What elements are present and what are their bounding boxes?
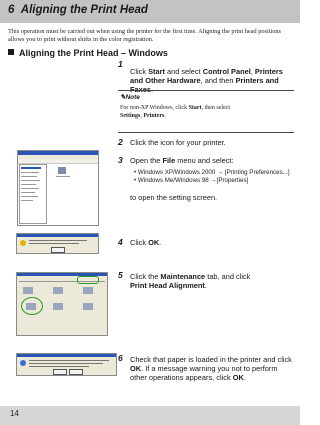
section-title xyxy=(8,4,148,16)
print-head-alignment-highlight xyxy=(21,297,43,315)
bullet-item: • Windows Me/Windows 98 →[Properties] xyxy=(134,176,249,184)
step-3-after: to open the setting screen. xyxy=(130,193,218,202)
note-title: ✎Note xyxy=(120,94,140,101)
step-1-text: Click Start and select Control Panel, Printers and Other Hardware, and then Printers and Faxes. xyxy=(130,67,283,94)
step-5-number: 5 xyxy=(118,270,123,280)
bullet-list xyxy=(134,169,294,184)
maintenance-tab-screenshot xyxy=(16,272,108,336)
step-3-number: 3 xyxy=(118,155,123,165)
page-number: 14 xyxy=(10,409,19,418)
confirm-dialog-screenshot xyxy=(16,233,99,254)
step-6-number: 6 xyxy=(118,353,123,363)
step-2-text: Click the icon for your printer. xyxy=(130,138,226,147)
step-1-number: 1 xyxy=(118,59,123,69)
step-4-number: 4 xyxy=(118,237,123,247)
step-5-text: Click the Maintenance tab, and click Print Head Alignment. xyxy=(130,272,251,290)
maintenance-tab-highlight xyxy=(77,276,99,284)
subheading: Aligning the Print Head – Windows xyxy=(8,48,168,58)
bullet-item: • Windows XP/Windows 2000 → [Printing Preferences...] xyxy=(134,169,290,176)
step-4-text: Click OK. xyxy=(130,238,162,247)
step-2-number: 2 xyxy=(118,137,123,147)
step-6-text: Check that paper is loaded in the printer and click OK. If a message warning you not to perform other operations appears, click OK. xyxy=(130,355,292,382)
square-bullet-icon xyxy=(8,49,14,55)
note-body: For non-XP Windows, click Start, then select Settings, Printers. xyxy=(120,105,231,119)
alignment-dialog-screenshot xyxy=(16,353,117,376)
printers-window-screenshot xyxy=(17,150,99,226)
section-number: 6 xyxy=(8,4,15,16)
section-title-text: Aligning the Print Head xyxy=(20,4,148,16)
note-box xyxy=(118,90,294,133)
intro-paragraph: This operation must be carried out when using the printer for the first time. Aligning the print head positions allows you to print without shifts in the color registration. xyxy=(8,28,281,44)
step-3-text: Open the File menu and select: xyxy=(130,156,234,165)
footer-bar xyxy=(0,406,300,425)
